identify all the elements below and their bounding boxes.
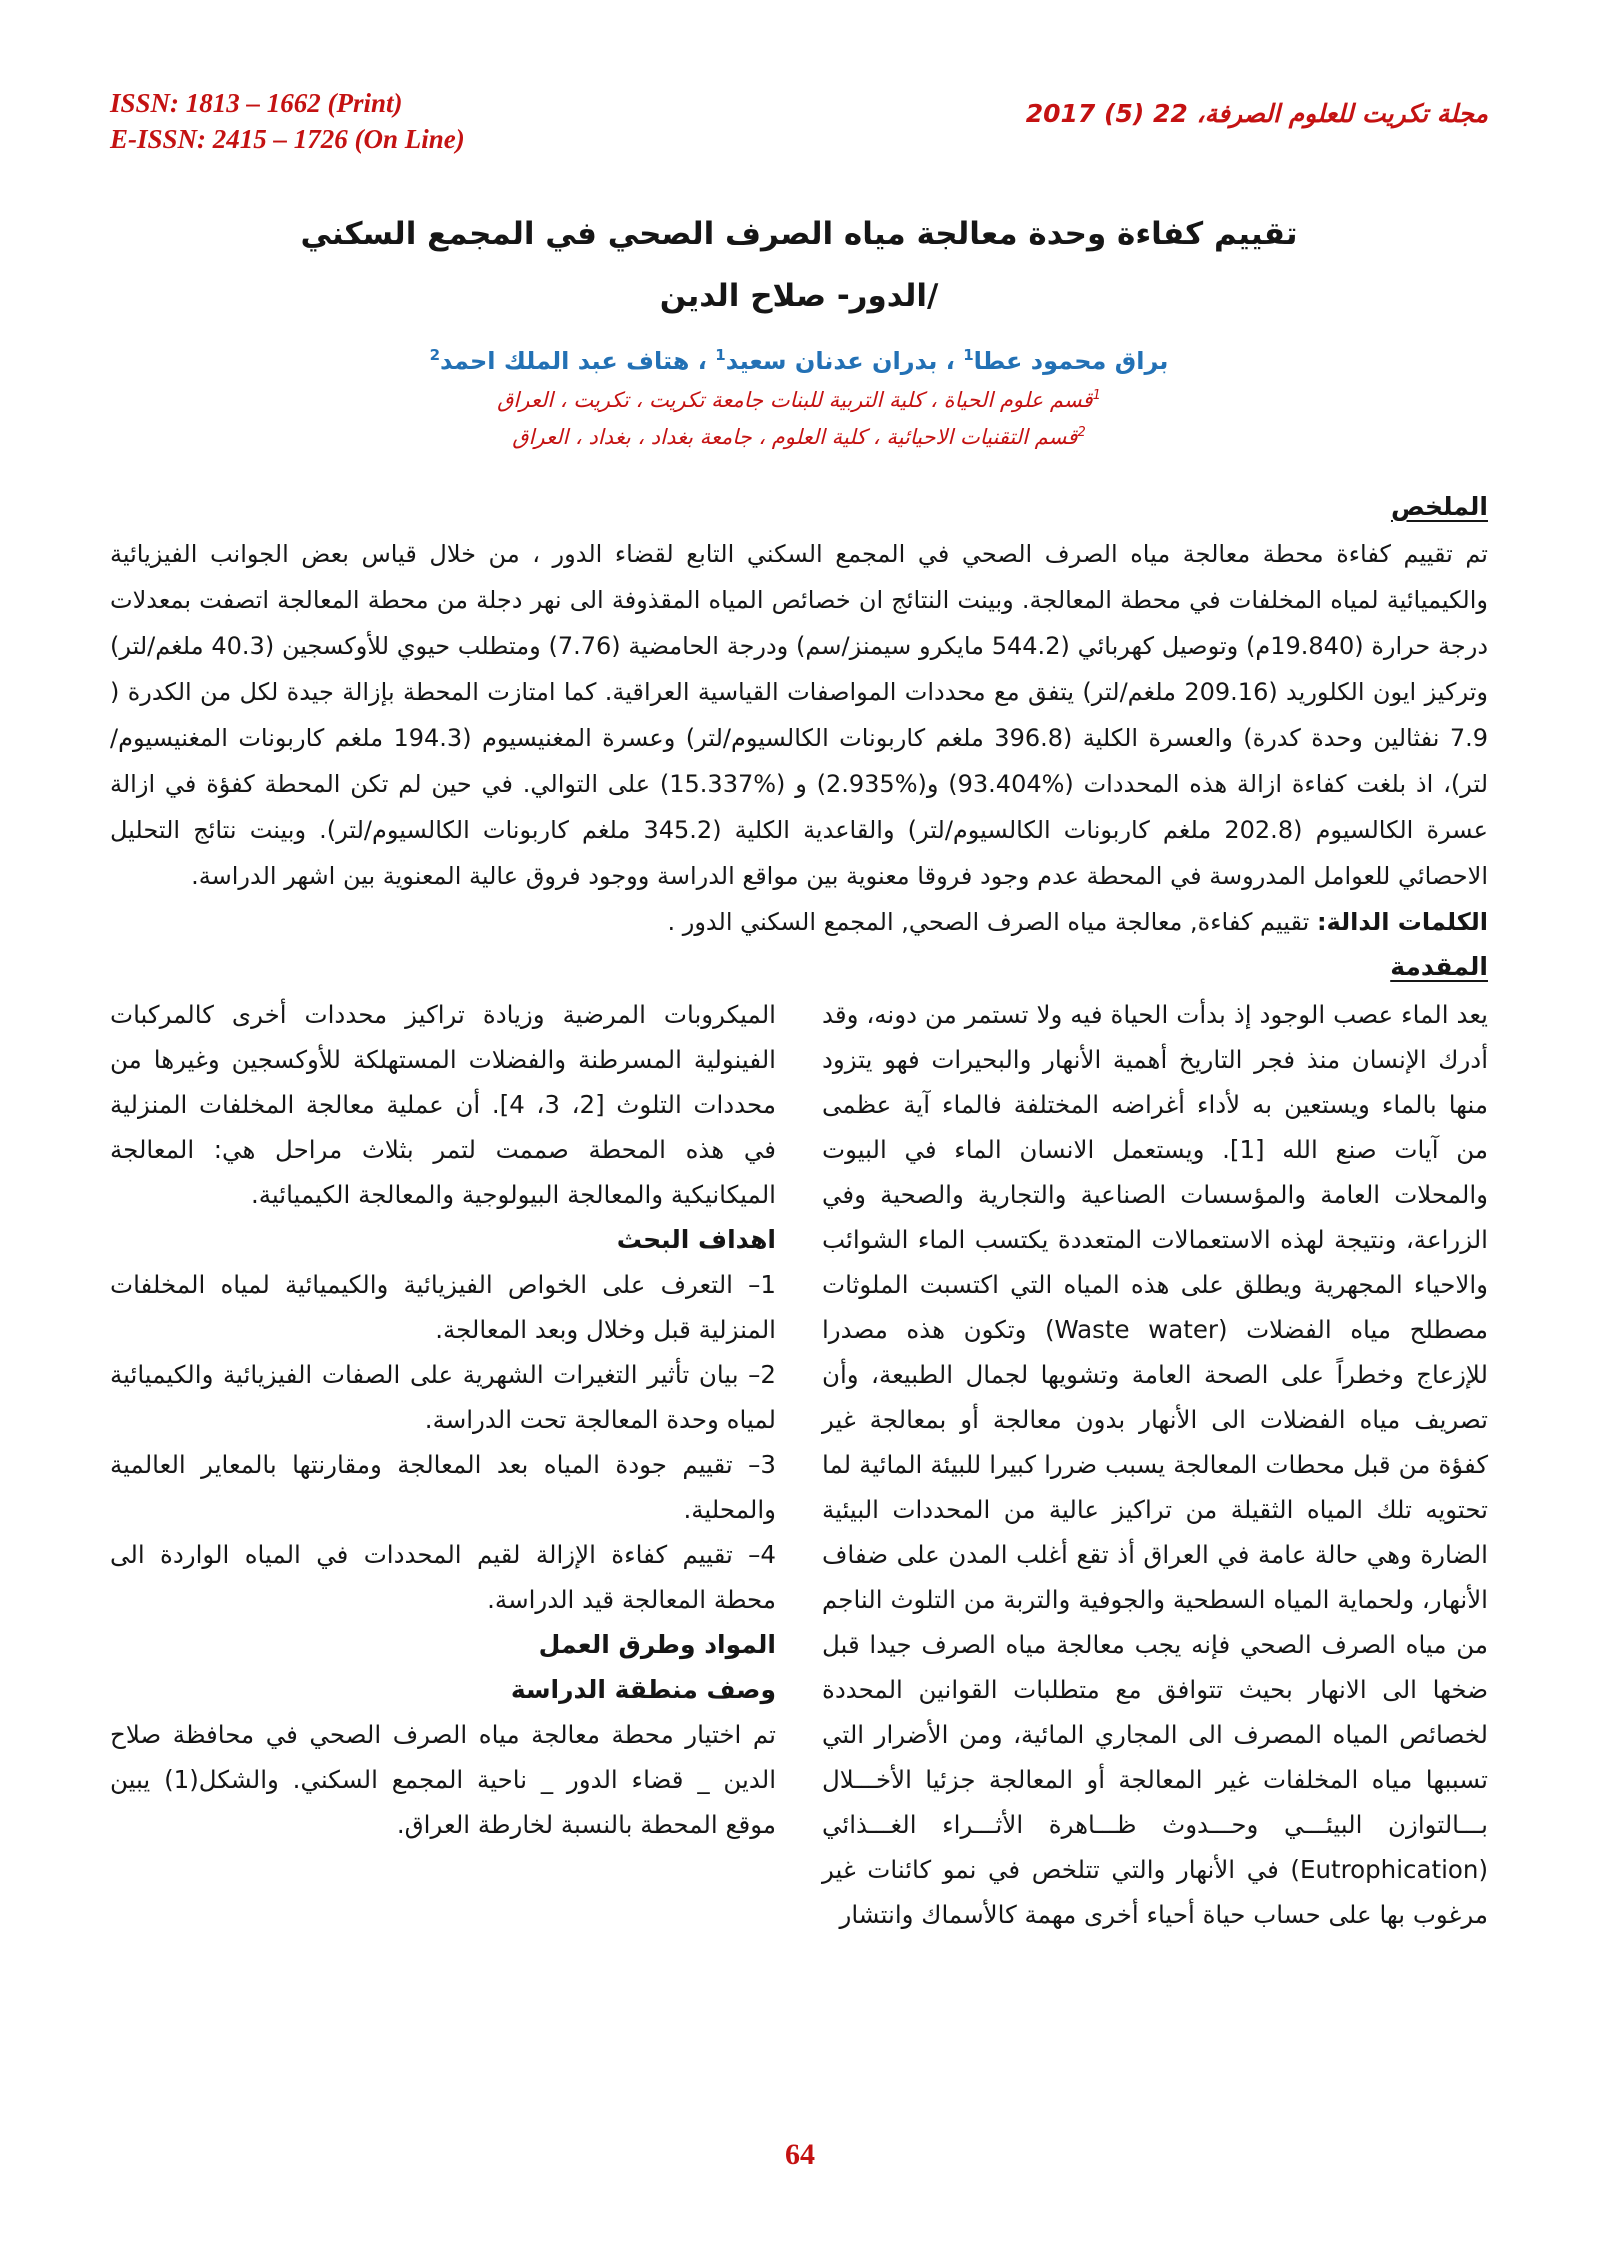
objective-item-2: 2– بيان تأثير التغيرات الشهرية على الصفات الفيزيائية والكيميائية لمياه وحدة المعالجة تحت الدراسة. bbox=[110, 1359, 776, 1434]
keywords-text: تقييم كفاءة, معالجة مياه الصرف الصحي, المجمع السكني الدور . bbox=[667, 908, 1317, 937]
objectives-heading: اهداف البحث bbox=[616, 1224, 776, 1254]
authors-line bbox=[110, 346, 1488, 375]
paper-title-line1: تقييم كفاءة وحدة معالجة مياه الصرف الصحي في المجمع السكني bbox=[300, 215, 1298, 252]
affiliation-2 bbox=[110, 425, 1488, 449]
paper-title-line2: /الدور- صلاح الدين bbox=[659, 277, 939, 314]
keywords-label: الكلمات الدالة: bbox=[1316, 908, 1488, 937]
objective-item-1: 1– التعرف على الخواص الفيزيائية والكيميائية لمياه المخلفات المنزلية قبل وخلال وبعد المعالجة. bbox=[110, 1269, 776, 1344]
body-columns bbox=[110, 992, 1488, 1937]
keywords-line bbox=[110, 901, 1488, 943]
author-2-name: بدران عدنان سعيد bbox=[725, 346, 938, 375]
author-3-sup: 2 bbox=[429, 345, 441, 364]
author-separator: ، bbox=[937, 346, 964, 375]
methods-heading: المواد وطرق العمل bbox=[538, 1629, 776, 1659]
issn-print: ISSN: 1813 – 1662 (Print) bbox=[110, 88, 403, 118]
author-separator: ، bbox=[689, 346, 716, 375]
affiliation-2-sup: 2 bbox=[1077, 424, 1086, 440]
introduction-heading: المقدمة bbox=[1390, 952, 1488, 982]
author-3-name: هتاف عبد الملك احمد bbox=[440, 346, 690, 375]
affiliation-1-text: قسم علوم الحياة ، كلية التربية للبنات جامعة تكريت ، تكريت ، العراق bbox=[497, 387, 1093, 412]
objective-item-3: 3– تقييم جودة المياه بعد المعالجة ومقارنتها بالمعاير العالمية والمحلية. bbox=[110, 1449, 776, 1524]
column-right-introduction bbox=[822, 992, 1488, 1937]
issn-online: E-ISSN: 2415 – 1726 (On Line) bbox=[110, 124, 465, 155]
page-header bbox=[110, 85, 1488, 158]
affiliation-1-sup: 1 bbox=[1092, 387, 1101, 403]
author-1-sup: 1 bbox=[963, 345, 974, 364]
journal-title: مجلة تكريت للعلوم الصرفة، 22 (5) 2017 bbox=[1025, 99, 1488, 128]
study-area-text: تم اختيار محطة معالجة مياه الصرف الصحي في محافظة صلاح الدين _ قضاء الدور _ ناحية المجمع السكني. والشكل(1) يبين موقع المحطة بالنسبة لخارطة العراق. bbox=[110, 1719, 776, 1839]
study-area-heading: وصف منطقة الدراسة bbox=[510, 1674, 776, 1704]
column-left bbox=[110, 992, 776, 1937]
abstract-body: تم تقييم كفاءة محطة معالجة مياه الصرف الصحي في المجمع السكني التابع لقضاء الدور ، من خلال قياس بعض الجوانب الفيزيائية والكيميائية لمياه المخلفات في محطة المعالجة. وبينت النتائج ان خصائص المياه المقذوفة الى نهر دجلة من محطة المعالجة اتصفت بمعدلات درجة حرارة (19.840م) وتوصيل كهربائي (544.2 مايكرو سيمنز/سم) ودرجة الحامضية (7.76) ومتطلب حيوي للأوكسجين (40.3 ملغم/لتر) وتركيز ايون الكلوريد (209.16 ملغم/لتر) يتفق مع محددات المواصفات القياسية العراقية. كما امتازت المحطة بإزالة جيدة لكل من الكدرة ( 7.9 نفثالين وحدة كدرة) والعسرة الكلية (396.8 ملغم كاربونات الكالسيوم/لتر) وعسرة المغنيسيوم (194.3 ملغم كاربونات المغنيسيوم/لتر)، اذ بلغت كفاءة ازالة هذه المحددات (%93.404) و(%2.935) و (%15.337) على التوالي. في حين لم تكن المحطة كفؤة في ازالة عسرة الكالسيوم (202.8 ملغم كاربونات الكالسيوم/لتر) والقاعدية الكلية (345.2 ملغم كاربونات الكالسيوم/لتر). وبينت نتائج التحليل الاحصائي للعوامل المدروسة في المحطة عدم وجود فروقا معنوية بين مواقع الدراسة ووجود فروق عالية المعنوية بين اشهر الدراسة. bbox=[110, 540, 1489, 891]
affiliation-2-text: قسم التقنيات الاحيائية ، كلية العلوم ، جامعة بغداد ، بغداد ، العراق bbox=[512, 424, 1078, 449]
abstract-heading: الملخص bbox=[1390, 491, 1488, 521]
author-2-sup: 1 bbox=[715, 345, 726, 364]
objective-item-4: 4– تقييم كفاءة الإزالة لقيم المحددات في المياه الواردة الى محطة المعالجة قيد الدراسة. bbox=[110, 1539, 776, 1614]
affiliation-1 bbox=[110, 388, 1488, 412]
introduction-continuation: الميكروبات المرضية وزيادة تراكيز محددات أخرى كالمركبات الفينولية المسرطنة والفضلات المستهلكة للأوكسجين وغيرها من محددات التلوث [2، 3، 4]. أن عملية معالجة المخلفات المنزلية في هذه المحطة صممت لتمر بثلاث مراحل هي: المعالجة الميكانيكية والمعالجة البيولوجية والمعالجة الكيميائية. bbox=[110, 999, 776, 1209]
abstract-section bbox=[110, 491, 1488, 944]
introduction-paragraph: يعد الماء عصب الوجود إذ بدأت الحياة فيه ولا تستمر من دونه، وقد أدرك الإنسان منذ فجر التاريخ أهمية الأنهار والبحيرات فهو يتزود منها بالماء ويستعين به لأداء أغراضه المختلفة فالماء آية عظمى من آيات صنع الله [1]. ويستعمل الانسان الماء في البيوت والمحلات العامة والمؤسسات الصناعية والتجارية والصحية وفي الزراعة، ونتيجة لهذه الاستعمالات المتعددة يكتسب الماء الشوائب والاحياء المجهرية ويطلق على هذه المياه التي اكتسبت الملوثات مصطلح مياه الفضلات (Waste water) وتكون هذه مصدرا للإزعاج وخطراً على الصحة العامة وتشويها لجمال الطبيعة، وأن تصريف مياه الفضلات الى الأنهار بدون معالجة أو بمعالجة غير كفؤة من قبل محطات المعالجة يسبب ضررا كبيرا للبيئة المائية لما تحتويه تلك المياه الثقيلة من تراكيز عالية من المحددات البيئية الضارة وهي حالة عامة في العراق أذ تقع أغلب المدن على ضفاف الأنهار، ولحماية المياه السطحية والجوفية والتربة من التلوث الناجم من مياه الصرف الصحي فإنه يجب معالجة مياه الصرف جيدا قبل ضخها الى الانهار بحيث تتوافق مع متطلبات القوانين المحددة لخصائص المياه المصرف الى المجاري المائية، ومن الأضرار التي تسببها مياه المخلفات غير المعالجة أو المعالجة جزئيا الأخـــلال بـــالتوازن البيئـــي وحـــدوث ظـــاهرة الأثـــراء الغـــذائي (Eutrophication) في الأنهار والتي تتلخص في نمو كائنات غير مرغوب بها على حساب حياة أحياء أخرى مهمة كالأسماك وانتشار bbox=[822, 999, 1488, 1929]
issn-block bbox=[110, 85, 465, 158]
page-number: 64 bbox=[785, 2138, 815, 2171]
author-1-name: براق محمود عطا bbox=[973, 346, 1169, 375]
